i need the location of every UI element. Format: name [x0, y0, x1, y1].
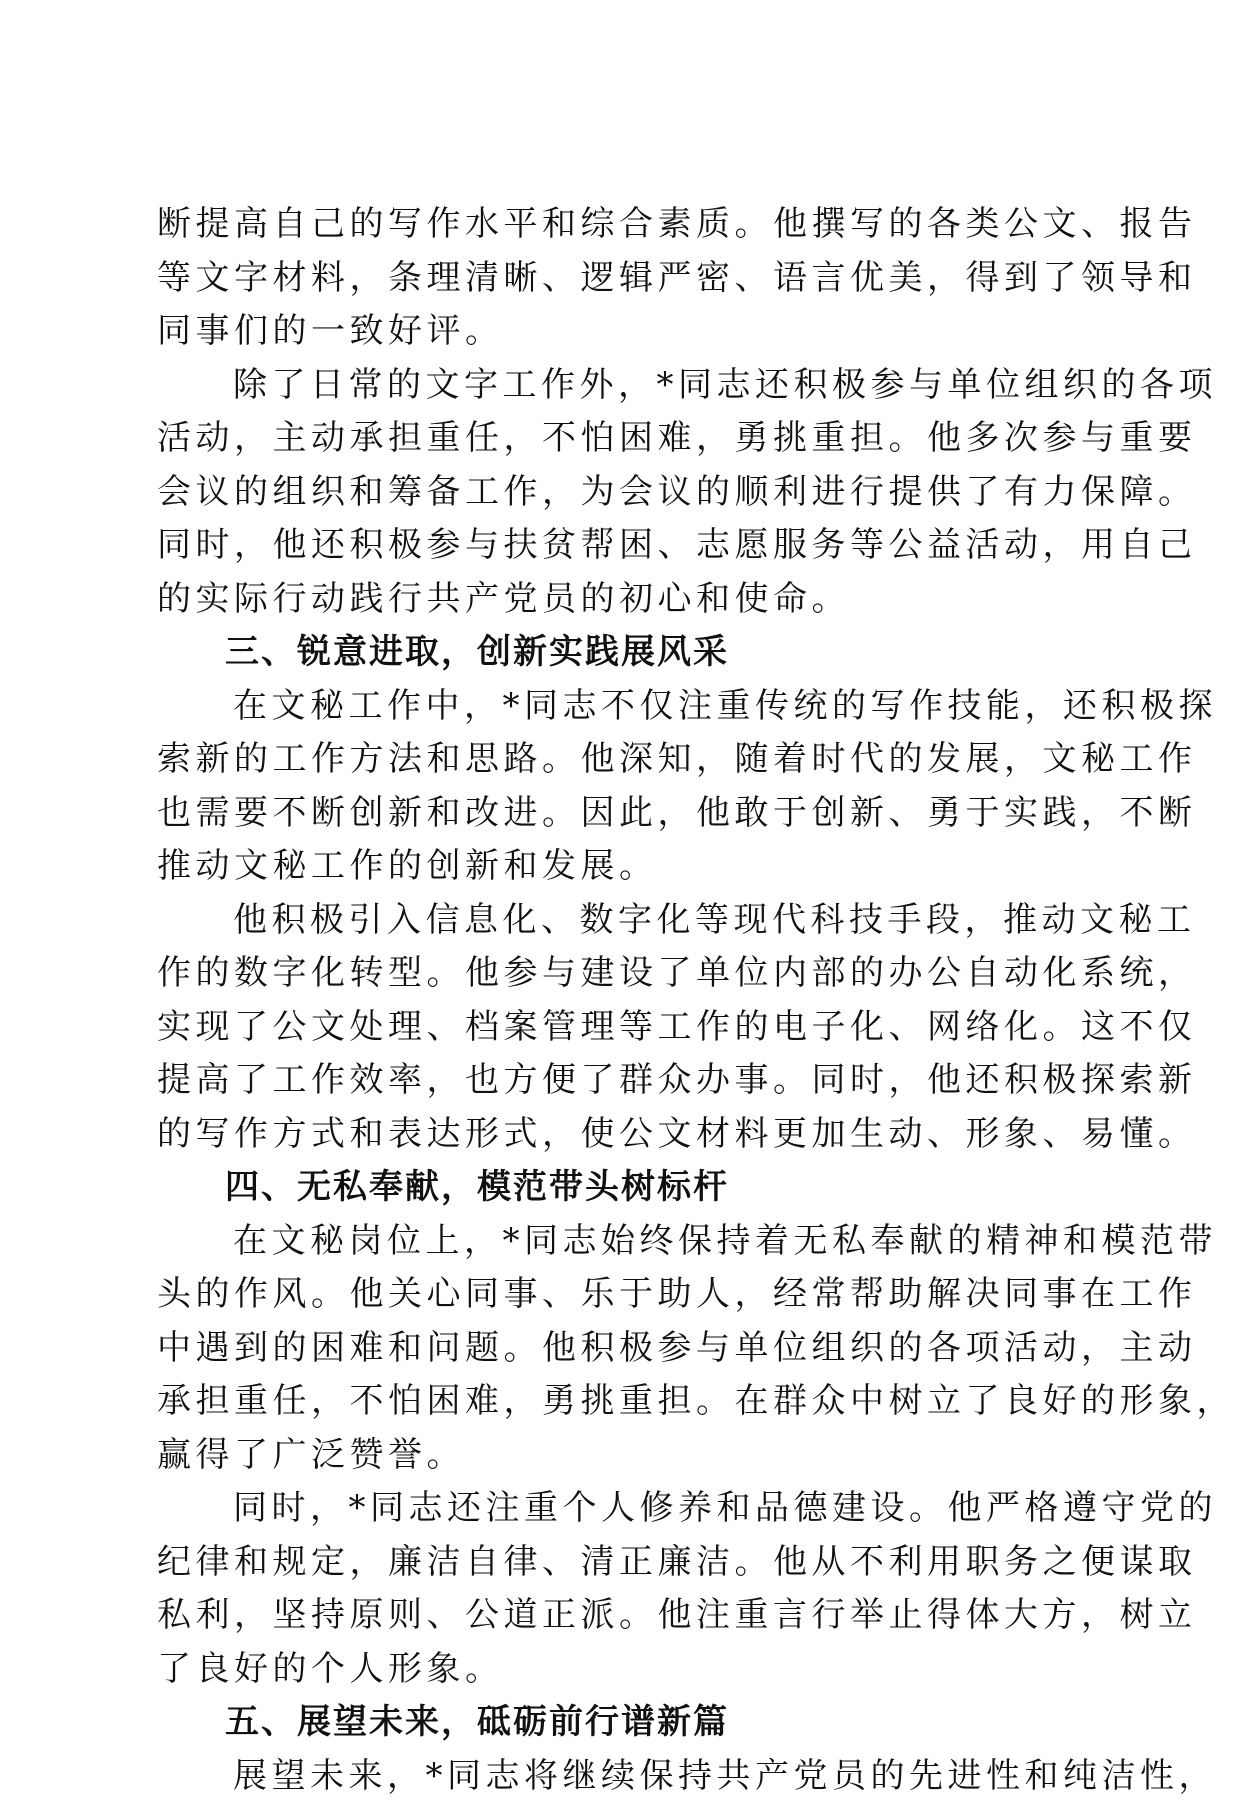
text-line: 推动文秘工作的创新和发展。 — [157, 840, 1087, 894]
text-line: 头的作风。他关心同事、乐于助人，经常帮助解决同事在工作 — [157, 1268, 1087, 1322]
text-line: 断提高自己的写作水平和综合素质。他撰写的各类公文、报告 — [157, 198, 1087, 252]
text-line: 在文秘岗位上，*同志始终保持着无私奉献的精神和模范带 — [157, 1215, 1087, 1269]
text-line: 私利，坚持原则、公道正派。他注重言行举止得体大方，树立 — [157, 1589, 1087, 1643]
text-line: 除了日常的文字工作外，*同志还积极参与单位组织的各项 — [157, 359, 1087, 413]
text-line: 实现了公文处理、档案管理等工作的电子化、网络化。这不仅 — [157, 1001, 1087, 1055]
text-line: 纪律和规定，廉洁自律、清正廉洁。他从不利用职务之便谋取 — [157, 1536, 1087, 1590]
paragraph-innovation — [157, 680, 1087, 894]
section-heading-3: 三、锐意进取，创新实践展风采 — [157, 626, 1087, 680]
text-line: 同时，*同志还注重个人修养和品德建设。他严格遵守党的 — [157, 1482, 1087, 1536]
text-line: 赢得了广泛赞誉。 — [157, 1429, 1087, 1483]
text-line: 中遇到的困难和问题。他积极参与单位组织的各项活动，主动 — [157, 1322, 1087, 1376]
text-line: 的实际行动践行共产党员的初心和使命。 — [157, 573, 1087, 627]
text-line: 等文字材料，条理清晰、逻辑严密、语言优美，得到了领导和 — [157, 252, 1087, 306]
paragraph-continuation — [157, 198, 1087, 359]
paragraph-digitalization — [157, 894, 1087, 1162]
text-line: 同事们的一致好评。 — [157, 305, 1087, 359]
paragraph-integrity — [157, 1482, 1087, 1696]
text-line: 同时，他还积极参与扶贫帮困、志愿服务等公益活动，用自己 — [157, 519, 1087, 573]
text-line: 展望未来，*同志将继续保持共产党员的先进性和纯洁性， — [157, 1750, 1087, 1803]
text-line: 他积极引入信息化、数字化等现代科技手段，推动文秘工 — [157, 894, 1087, 948]
text-line: 的写作方式和表达形式，使公文材料更加生动、形象、易懂。 — [157, 1108, 1087, 1162]
text-line: 在文秘工作中，*同志不仅注重传统的写作技能，还积极探 — [157, 680, 1087, 734]
paragraph-dedication — [157, 1215, 1087, 1483]
text-line: 也需要不断创新和改进。因此，他敢于创新、勇于实践，不断 — [157, 787, 1087, 841]
text-line: 会议的组织和筹备工作，为会议的顺利进行提供了有力保障。 — [157, 466, 1087, 520]
text-line: 了良好的个人形象。 — [157, 1643, 1087, 1697]
paragraph-activities — [157, 359, 1087, 627]
document-body — [157, 198, 1087, 1803]
text-line: 承担重任，不怕困难，勇挑重担。在群众中树立了良好的形象， — [157, 1375, 1087, 1429]
text-line: 活动，主动承担重任，不怕困难，勇挑重担。他多次参与重要 — [157, 412, 1087, 466]
text-line: 索新的工作方法和思路。他深知，随着时代的发展，文秘工作 — [157, 733, 1087, 787]
section-heading-4: 四、无私奉献，模范带头树标杆 — [157, 1161, 1087, 1215]
text-line: 提高了工作效率，也方便了群众办事。同时，他还积极探索新 — [157, 1054, 1087, 1108]
section-heading-5: 五、展望未来，砥砺前行谱新篇 — [157, 1696, 1087, 1750]
text-line: 作的数字化转型。他参与建设了单位内部的办公自动化系统， — [157, 947, 1087, 1001]
paragraph-outlook — [157, 1750, 1087, 1803]
